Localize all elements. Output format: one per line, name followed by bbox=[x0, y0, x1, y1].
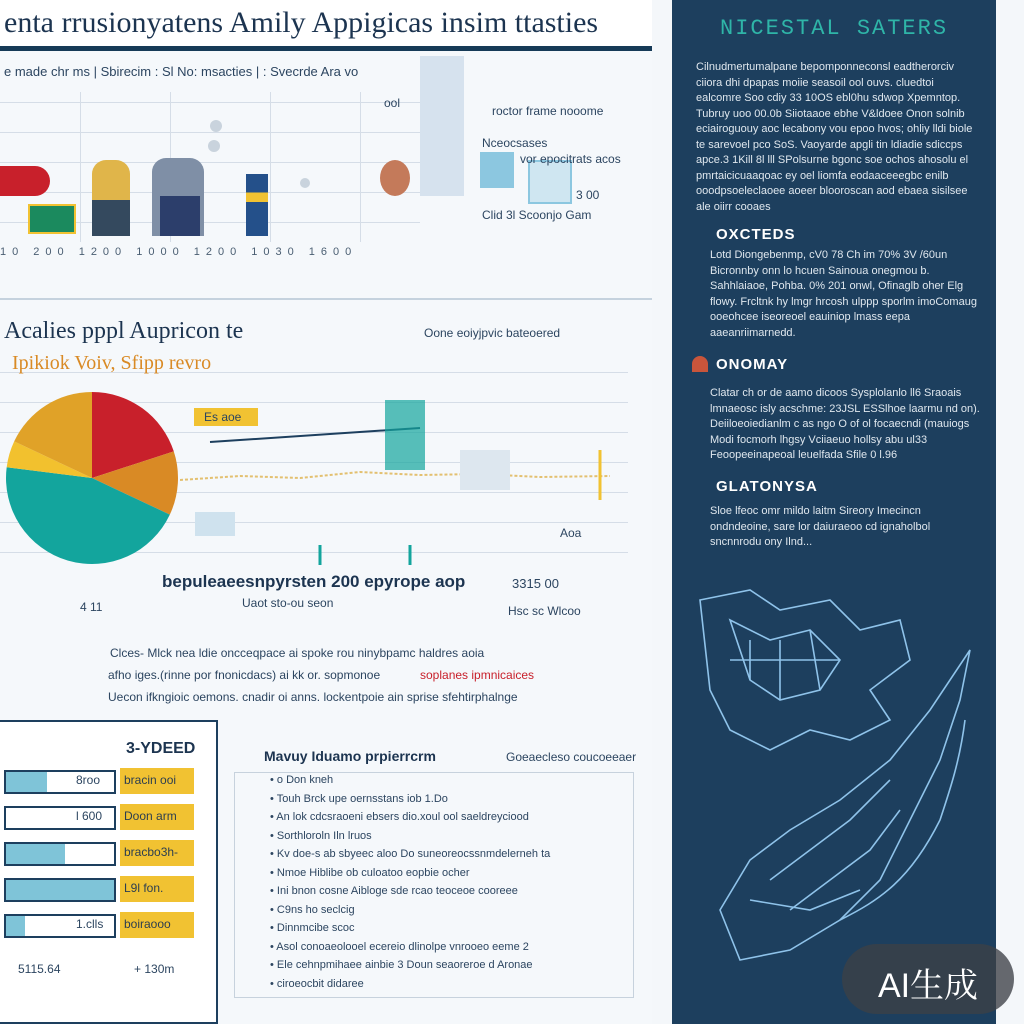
sidebar-text-1: Lotd Diongebenmp, cV0 78 Ch im 70% 3V /60un Bicronnby onn lo hcuen Sainoua onegmou b. Sahhlaiaoe, Pohba. 0% 201 onwl, Ofinaglb oher Elg flowy. Frcltnk hy lmgr hrcosh ulppp sporlm imoComaug ooeohcee iseoreoel eauiniop lmass eepa aaeanriimarnedd. bbox=[710, 249, 977, 339]
legend-label-b: 3 00 bbox=[576, 188, 600, 202]
table-row-label: L9l fon. bbox=[120, 876, 194, 902]
data-table-panel bbox=[0, 720, 218, 1024]
table-row-mid: l 600 bbox=[76, 809, 103, 823]
pie-value-right-sub: Hsc sc Wlcoo bbox=[508, 604, 581, 618]
table-row-mid: 1.clls bbox=[76, 917, 104, 931]
pie-subtitle-right: Oone eoiyjpvic bateoered bbox=[424, 326, 561, 340]
list-item: • Dinnmcibe scoc bbox=[270, 922, 355, 934]
table-row-mid: 8roo bbox=[76, 773, 101, 787]
bar-stack bbox=[246, 174, 268, 236]
ai-generated-label: AI生成 bbox=[877, 967, 979, 1005]
data-table-foot-left: 5115.64 bbox=[18, 962, 61, 976]
list-item: • Asol conoaeolooel ecereio dlinolpe vnrooeo eeme 2 bbox=[270, 940, 529, 953]
list-item: • ciroeocbit didaree bbox=[270, 977, 364, 990]
data-table-foot-right: + 130m bbox=[134, 962, 175, 976]
legend-swatch-b bbox=[528, 160, 572, 204]
map-region-north bbox=[700, 590, 910, 750]
pie-value-right: 3315 00 bbox=[512, 576, 559, 591]
table-row-bar-fill bbox=[6, 772, 47, 792]
sidebar-heading-2: ONOMAY bbox=[716, 356, 789, 373]
note-line-2a: afho iges.(rinne por fnonicdacs) ai kk or. sopmonoe bbox=[108, 668, 381, 682]
warning-icon bbox=[692, 356, 708, 372]
list-item: • An lok cdcsraoeni ebsers dio.xoul ool saeldreyciood bbox=[270, 811, 529, 823]
figure-blob bbox=[380, 160, 410, 196]
list-item: • Ini bnon cosne Aibloge sde rcao teoceoe cooreee bbox=[270, 885, 518, 897]
table-row-bar-fill bbox=[6, 880, 114, 900]
dot-marker bbox=[300, 178, 310, 188]
note-line-3: Uecon ifkngioic oemons. cnadir oi anns. lockentpoie ain sprise sfehtirphalnge bbox=[108, 690, 518, 704]
panel-top-label-a: ool bbox=[384, 96, 401, 110]
table-row-label: boiraooo bbox=[120, 912, 194, 938]
legend-label-c: Clid 3l Scoonjo Gam bbox=[482, 208, 592, 222]
table-row-bar bbox=[4, 842, 116, 866]
list-title: Mavuy Iduamo prpierrcrm bbox=[264, 748, 436, 764]
sidebar-heading-1: OXCTEDS bbox=[716, 226, 796, 243]
pie-axis-left: 4 11 bbox=[80, 600, 103, 614]
callout-label: Es aoe bbox=[204, 410, 242, 424]
panel-top-ticks: 10 200 1200 1000 1200 1030 1600 bbox=[0, 246, 358, 258]
bar-red-shape bbox=[0, 166, 50, 196]
list-item: • Nmoe Hiblibe ob culoatoo eopbie ocher bbox=[270, 866, 470, 879]
dot-marker bbox=[208, 140, 220, 152]
data-table-title: 3-YDEED bbox=[126, 740, 196, 757]
note-line-1: Clces- Mlck nea ldie oncceqpace ai spoke rou ninybpamc haldres aoia bbox=[110, 646, 485, 660]
table-row-bar bbox=[4, 878, 116, 902]
page-title: enta rrusionyatens Amily Appigicas insim ttasties bbox=[4, 6, 599, 39]
panel-top-subtitle: e made chr ms | Sbirecim : Sl No: msacties | : Svecrde Ara vo bbox=[4, 64, 359, 79]
table-row-label: Doon arm bbox=[120, 804, 194, 830]
teal-block bbox=[385, 400, 425, 470]
list-item: • Touh Brck upe oernsstans iob 1.Do bbox=[270, 792, 448, 805]
ai-generated-badge bbox=[842, 944, 1014, 1014]
legend-label-a: vor epocitrats acos bbox=[520, 152, 621, 166]
list-item: • C9ns ho seclcig bbox=[270, 903, 355, 916]
list-title-right: Goeaecleso coucoeeaer bbox=[506, 750, 637, 764]
pie-axis-caption: bepuleaeesnpyrsten 200 epyrope aop bbox=[162, 572, 466, 591]
sidebar-text-3: Sloe lfeoc omr mildo laitm Sireory Imecincn ondndeoine, sare lor daiuraeoo cd ignaholbol sncnnrodu ony Ilnd... bbox=[710, 505, 931, 548]
panel-divider bbox=[0, 298, 652, 300]
pie-axis-mid: Uaot sto-ou seon bbox=[242, 596, 334, 610]
sidebar-text-2: Clatar ch or de aamo dicoos Sysplolanlo ll6 Sraoais lmnaeosc isly acschme: 23JSL ESSlhoe laarmu nd on). Deiiloeoiedianlm c as ngo O of ol focaecndi (mauiogs Modi focmorh lhgsy Vciiaeuo hollsy abu ul33 Feoopeeinapeoal leuelfada Sfile 0 l.96 bbox=[710, 387, 980, 461]
list-item: • Kv doe-s ab sbyeec aloo Do suneoreocssnmdelerneh ta bbox=[270, 848, 551, 860]
bar-green-shape bbox=[28, 204, 76, 234]
sidebar-title: NICESTAL SATERS bbox=[720, 16, 949, 41]
sidebar-intro: Cilnudmertumalpane bepomponneconsl eadtherorciv ciiora dhi dpapas moiie seasoil ool ouvs. cluedtoi ealcomre Soo cdiy 33 10OS ebl0hu sdwop Xpemntop. Tubruy uoo 00.0b Siiotaaoe ebhe V&ldoee Onon solnib eciairoguouy aoc lecabony vou epoo hvos; ohliy lldi biole te sarevoel pco SoS. Vaoyarde apgli tin ldiadie sdiccps apce.3 1Kill 8l lll SPolsurne bgonc soe ochos ahosolu el pmrtaicicuaaqoac ey oel liomfa eodaaceeegbc enilb ooodpsoeleclaoee aoeer blooroscan aod ebaea sisilsee ale oiirr cooaes bbox=[696, 61, 973, 213]
legend-title: Nceocsases bbox=[482, 136, 548, 150]
legend-swatch-a bbox=[480, 152, 514, 188]
list-item: • Ele cehnpmihaee ainbie 3 Doun seaoreroe d Aronae bbox=[270, 959, 533, 971]
pie-heading-line2: Ipikiok Voiv, Sfipp revro bbox=[12, 352, 212, 374]
pie-heading-line1: Acalies pppl Aupricon te bbox=[4, 318, 244, 344]
table-row-label: bracbo3h- bbox=[120, 840, 194, 866]
table-row-bar-fill bbox=[6, 844, 65, 864]
list-item: • o Don kneh bbox=[270, 774, 334, 786]
note-line-2b: soplanes ipmnicaices bbox=[420, 668, 535, 682]
list-item: • Sorthloroln Iln lruos bbox=[270, 829, 372, 842]
map-illustration bbox=[690, 580, 990, 1000]
panel-top-label-b: roctor frame nooome bbox=[492, 104, 604, 118]
table-row-label: bracin ooi bbox=[120, 768, 194, 794]
dot-marker bbox=[210, 120, 222, 132]
grey-block bbox=[460, 450, 510, 490]
header-band bbox=[0, 0, 652, 51]
bar-column-light bbox=[420, 56, 464, 196]
table-row-bar-fill bbox=[6, 916, 25, 936]
bar-gold-base bbox=[92, 200, 130, 236]
sidebar-heading-3: GLATONYSA bbox=[716, 478, 818, 495]
small-box bbox=[195, 512, 235, 536]
pie-chart bbox=[0, 388, 190, 578]
map-region-south bbox=[720, 650, 970, 960]
trend-line bbox=[180, 472, 610, 480]
bar-grey-base bbox=[160, 196, 200, 236]
callout-note: Aoa bbox=[560, 526, 582, 540]
